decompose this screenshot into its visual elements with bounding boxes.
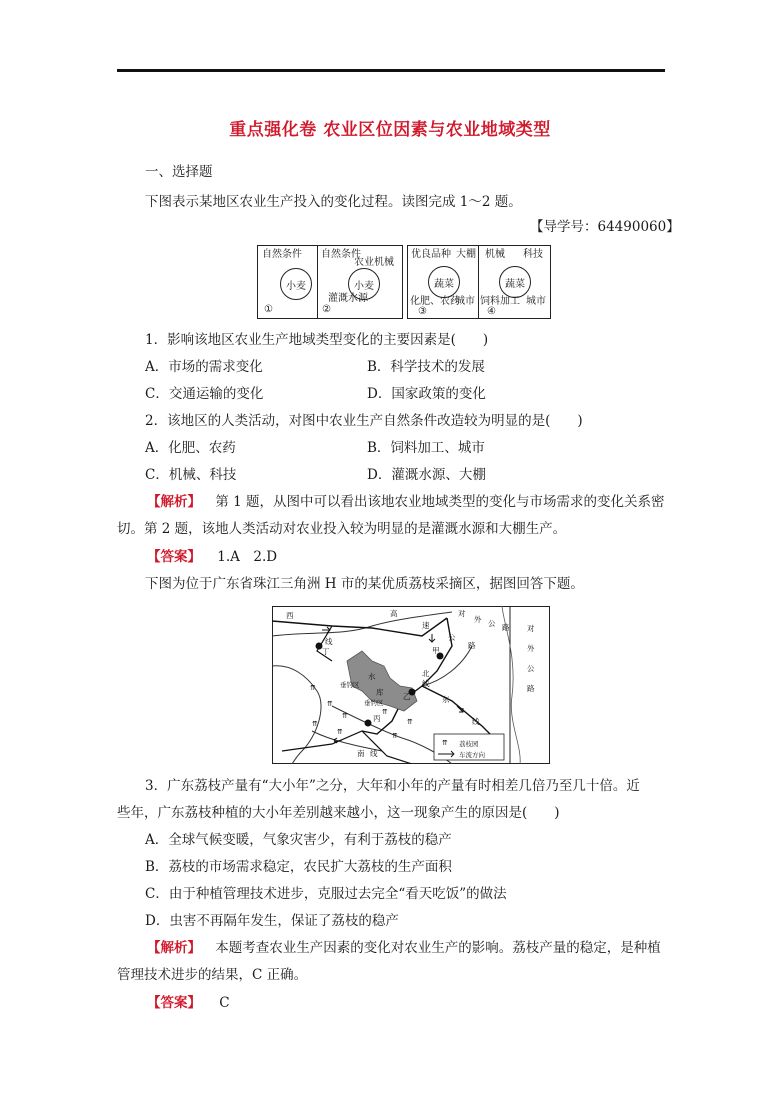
map-road-right-lu: 路 xyxy=(527,684,535,693)
answer-3 xyxy=(147,994,230,1012)
panel3-top-right: 大棚 xyxy=(456,249,476,260)
svg-text:⇈: ⇈ xyxy=(407,718,413,726)
map-point-bing: 丙 xyxy=(373,714,381,723)
panel2-bottom: 灌溉水源 xyxy=(328,293,368,304)
panel3-top-left: 优良品种 xyxy=(411,249,451,260)
panel2-center: 小麦 xyxy=(348,268,380,300)
map-road-xian-4: 线 xyxy=(370,749,378,758)
map-road-gao: 高 xyxy=(390,609,398,618)
map-point-ding: 丁 xyxy=(322,647,330,656)
answer-1-value: 1.A 2.D xyxy=(217,549,278,565)
map-road-dui: 对 xyxy=(458,609,466,618)
panel2-number: ② xyxy=(322,304,331,315)
q3-option-d: D．虫害不再隔年发生，保证了荔枝的稳产 xyxy=(145,913,399,929)
svg-text:⇈: ⇈ xyxy=(392,732,398,740)
q2-option-c: C．机械、科技 xyxy=(145,467,237,483)
question-3-line-2: 些年，广东荔枝种植的大小年差别越来越小，这一现象产生的原因是( ) xyxy=(117,805,560,821)
panel2-label: 自然条件 xyxy=(321,249,361,260)
guide-number: 【导学号：64490060】 xyxy=(530,219,680,235)
map-road-lu-2: 路 xyxy=(502,623,510,632)
diagram-panel-4 xyxy=(478,245,551,319)
header-rule xyxy=(117,69,665,72)
map-area-ku: 库 xyxy=(376,688,384,697)
answer-3-tag: 【答案】 xyxy=(147,995,201,1011)
panel1-center: 小麦 xyxy=(280,268,312,300)
map-road-bei: 北 xyxy=(422,669,430,678)
map-road-xian-1: 线 xyxy=(325,637,333,646)
map-road-su: 速 xyxy=(422,621,430,630)
map-road-lu: 路 xyxy=(468,641,476,650)
diagram-panel-2 xyxy=(317,245,403,319)
q2-option-a: A．化肥、农药 xyxy=(145,440,236,456)
q1-option-c: C．交通运输的变化 xyxy=(145,386,264,402)
q2-option-b: B．饲料加工、城市 xyxy=(367,440,485,456)
question-1: 1．影响该地区农业生产地域类型变化的主要因素是( ) xyxy=(145,332,489,348)
svg-text:⇈: ⇈ xyxy=(327,700,333,708)
answer-3-value: C xyxy=(219,995,230,1011)
question-2: 2．该地区的人类活动，对图中农业生产自然条件改造较为明显的是( ) xyxy=(145,413,583,429)
map-road-gong-2: 公 xyxy=(488,619,496,628)
map-road-right-gong: 公 xyxy=(527,664,535,673)
intro-text-2: 下图为位于广东省珠江三角洲 H 市的某优质荔枝采摘区，据图回答下题。 xyxy=(145,576,584,592)
q2-option-d: D．灌溉水源、大棚 xyxy=(367,467,486,483)
answer-1 xyxy=(147,548,277,566)
intro-text-1: 下图表示某地区农业生产投入的变化过程。读图完成 1～2 题。 xyxy=(145,194,522,210)
question-3-line-1: 3．广东荔枝产量有“大小年”之分，大年和小年的产量有时相差几倍乃至几十倍。近 xyxy=(145,778,640,794)
map-road-west: 西 xyxy=(286,611,294,620)
section-heading: 一、选择题 xyxy=(145,164,213,180)
analysis-3-line-2: 管理技术进步的结果，C 正确。 xyxy=(117,967,308,983)
analysis-tag: 【解析】 xyxy=(147,494,201,510)
legend-orchard: 荔枝园 xyxy=(459,740,479,748)
q3-option-a: A．全球气候变暖，气象灾害少，有利于荔枝的稳产 xyxy=(145,832,452,848)
panel4-top-left: 机械 xyxy=(485,249,505,260)
diagram-panel-1 xyxy=(257,245,319,319)
map-point-yi: 乙 xyxy=(403,692,411,701)
analysis-3 xyxy=(147,939,661,957)
q1-option-d: D．国家政策的变化 xyxy=(367,386,486,402)
map-area-fishing-2: 垂钓区 xyxy=(364,699,384,707)
panel2-top-right: 农业机械 xyxy=(354,257,394,268)
map-road-xian-3: 线 xyxy=(472,717,480,726)
q3-option-c: C．由于种植管理技术进步，克服过去完全“看天吃饭”的做法 xyxy=(145,886,507,902)
analysis-1 xyxy=(147,493,664,511)
panel3-bottom: 化肥、农药 xyxy=(410,296,460,307)
panel4-bottom-right: 城市 xyxy=(526,296,546,307)
diagram-panel-3 xyxy=(407,245,480,319)
answer-tag: 【答案】 xyxy=(147,549,201,565)
map-road-wai: 外 xyxy=(474,615,482,624)
panel4-bottom-left: 饲料加工 xyxy=(480,296,520,307)
q3-option-b: B．荔枝的市场需求稳定，农民扩大荔枝的生产面积 xyxy=(145,859,452,875)
legend-traffic: 车流方向 xyxy=(459,751,485,759)
panel3-center: 蔬菜 xyxy=(428,266,460,298)
svg-text:⇈: ⇈ xyxy=(337,728,343,736)
svg-text:⇈: ⇈ xyxy=(382,708,388,716)
panel1-label: 自然条件 xyxy=(262,249,302,260)
svg-text:⇈: ⇈ xyxy=(312,720,318,728)
map-road-nan: 南 xyxy=(357,749,365,758)
svg-text:⇈: ⇈ xyxy=(310,684,316,692)
page-title: 重点强化卷 农业区位因素与农业地域类型 xyxy=(229,120,551,140)
panel4-number: ④ xyxy=(487,306,496,317)
panel3-bottom-right: 城市 xyxy=(455,296,475,307)
analysis-3-line-1: 本题考查农业生产因素的变化对农业生产的影响。荔枝产量的稳定，是种植 xyxy=(215,940,661,956)
map-road-gong: 公 xyxy=(448,633,456,642)
q1-option-b: B．科学技术的发展 xyxy=(367,359,485,375)
svg-text:⇈: ⇈ xyxy=(442,739,448,747)
analysis-3-tag: 【解析】 xyxy=(147,940,201,956)
svg-text:⇈: ⇈ xyxy=(342,712,348,720)
q1-option-a: A．市场的需求变化 xyxy=(145,359,263,375)
map-road-dong: 东 xyxy=(442,695,450,704)
lychee-map xyxy=(272,606,550,764)
map-road-right-dui: 对 xyxy=(527,624,535,633)
map-area-shui: 水 xyxy=(368,672,376,681)
panel1-number: ① xyxy=(264,304,273,315)
map-point-jia: 甲 xyxy=(432,646,440,655)
panel4-center: 蔬菜 xyxy=(499,266,531,298)
analysis-1-line-1: 第 1 题，从图中可以看出该地农业地域类型的变化与市场需求的变化关系密 xyxy=(215,494,665,510)
analysis-1-line-2: 切。第 2 题，该地人类活动对农业投入较为明显的是灌溉水源和大棚生产。 xyxy=(117,521,567,537)
panel3-number: ③ xyxy=(418,306,427,317)
map-road-right-wai: 外 xyxy=(527,644,535,653)
map-road-xian-2: 线 xyxy=(422,679,430,688)
panel4-top-right: 科技 xyxy=(523,249,543,260)
map-area-fishing-1: 垂钓区 xyxy=(340,681,360,689)
